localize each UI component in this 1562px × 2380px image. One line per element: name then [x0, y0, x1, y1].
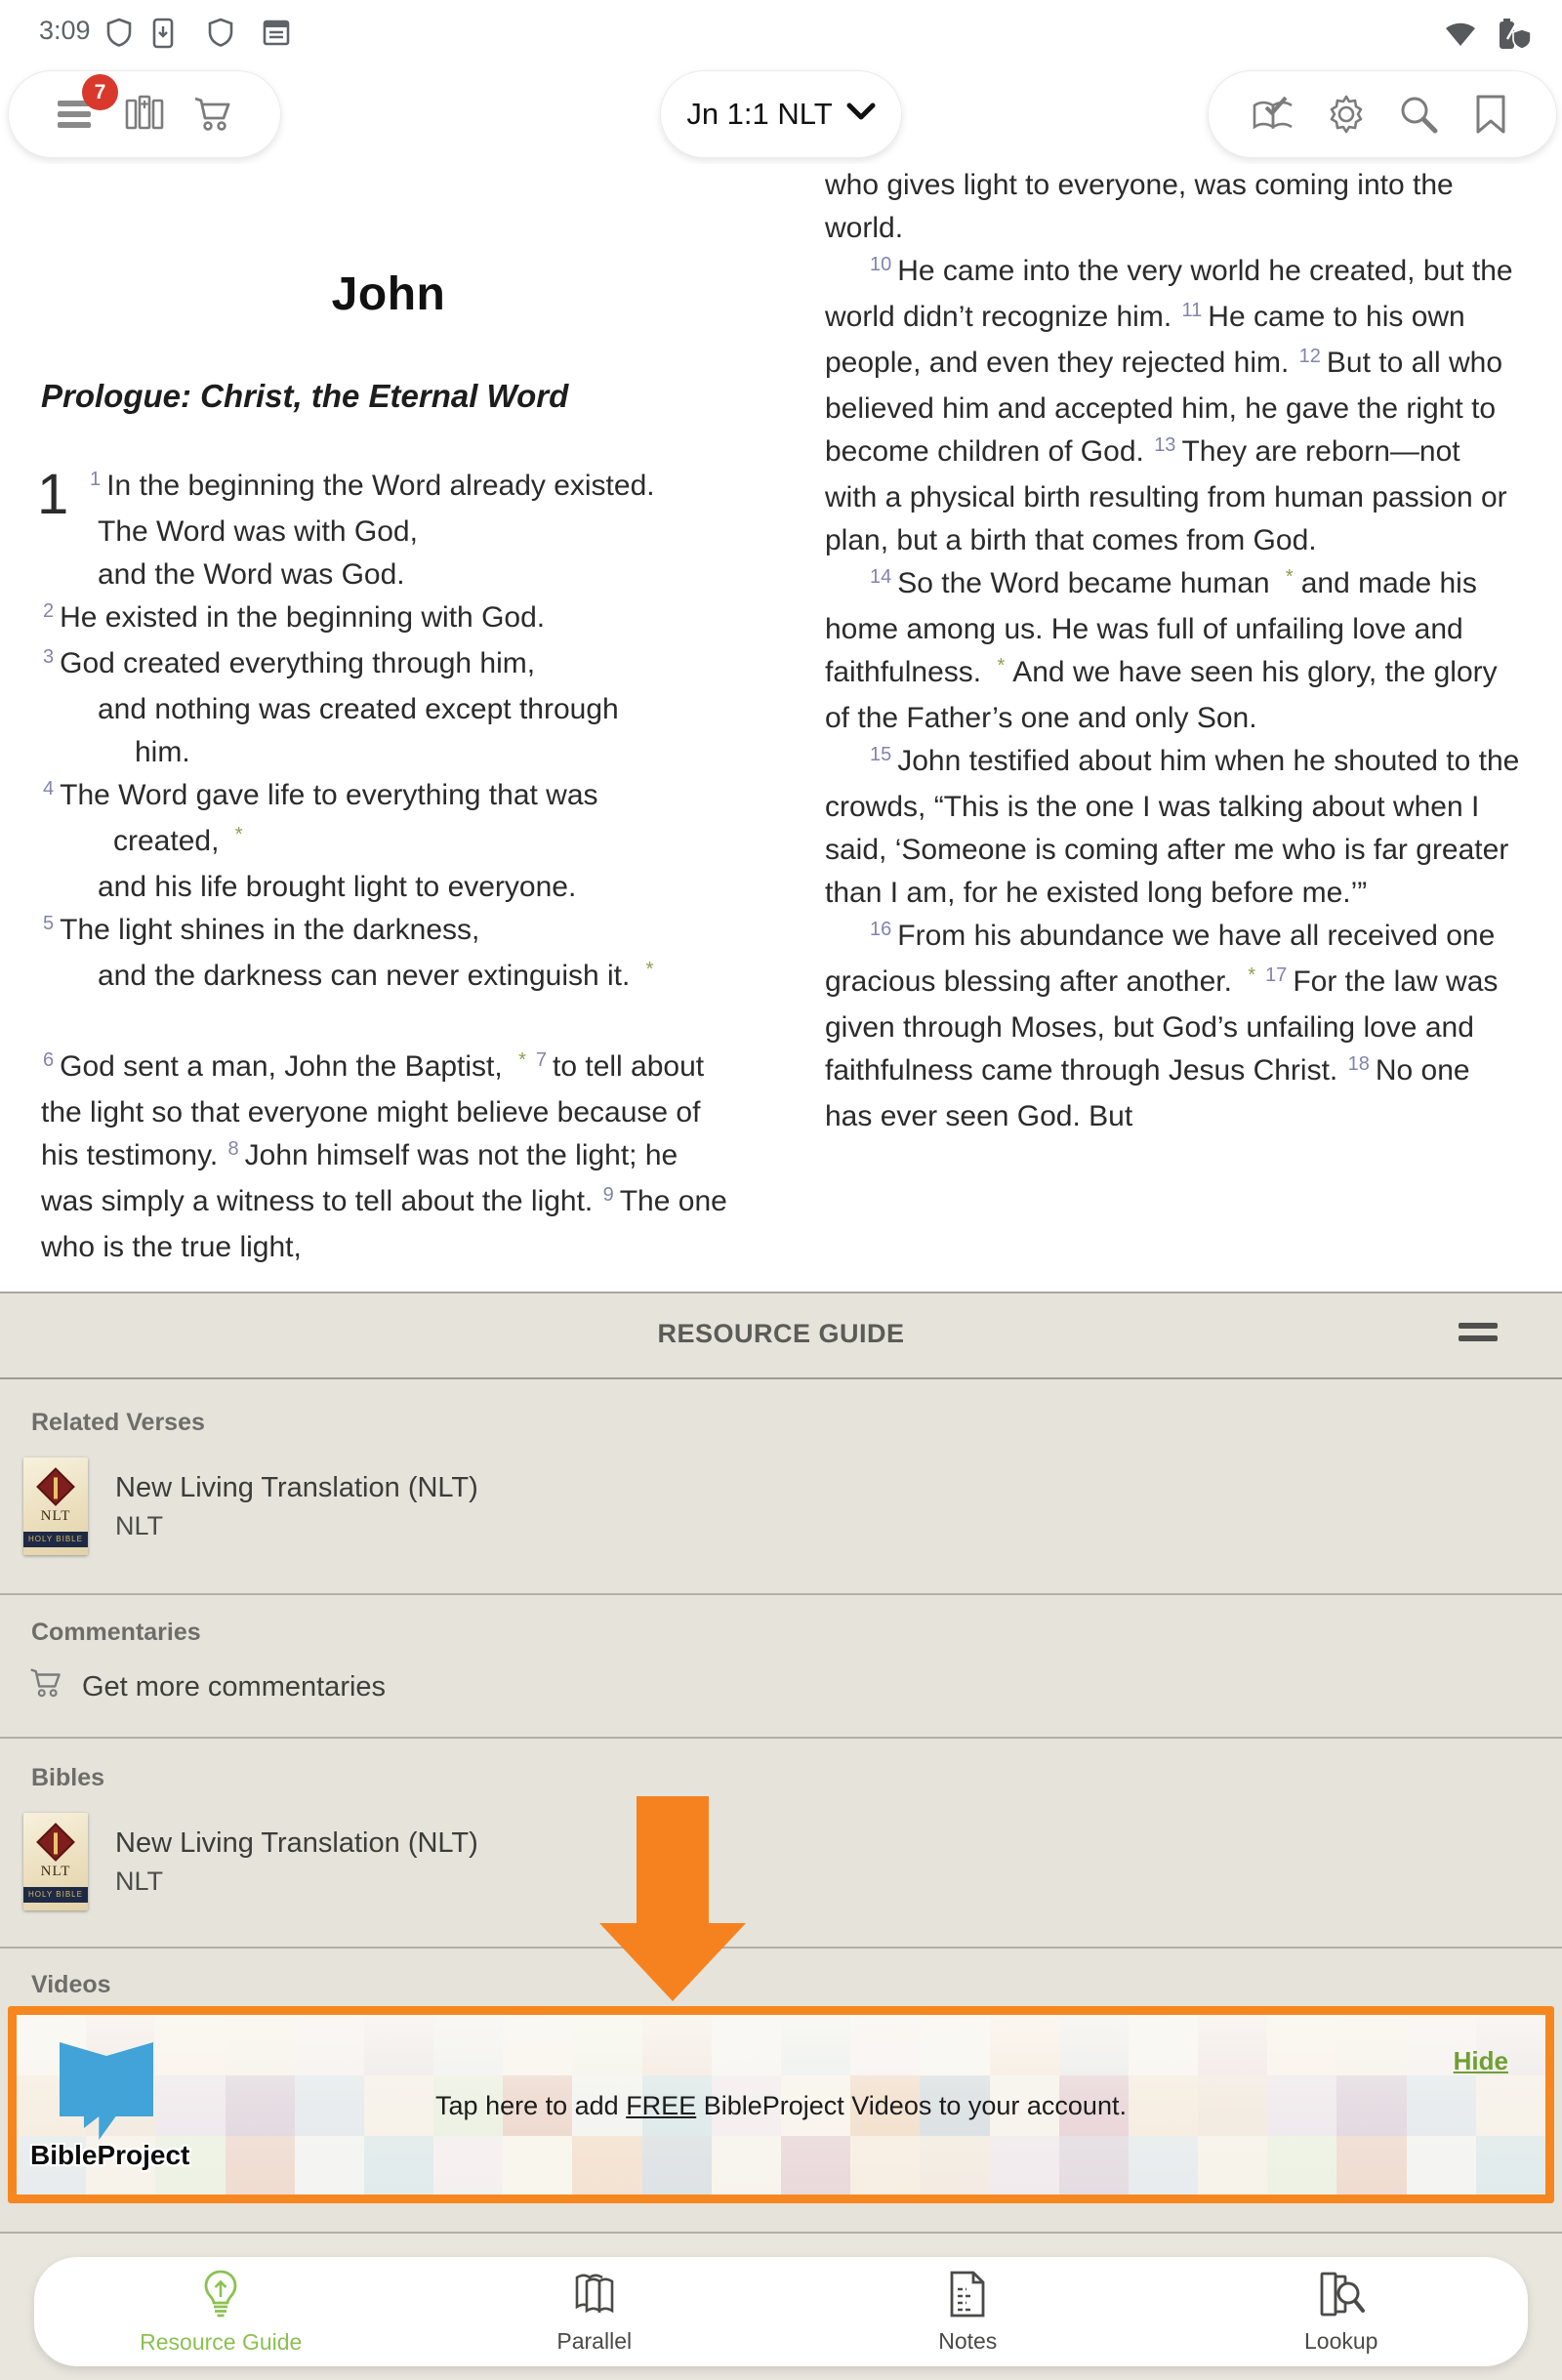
verse-number: 1	[90, 469, 102, 490]
resource-guide-title: RESOURCE GUIDE	[657, 1319, 905, 1348]
phone-download-icon	[152, 18, 174, 49]
wifi-icon	[1443, 20, 1478, 49]
verse-number: 12	[1298, 346, 1321, 367]
footnote-star: *	[997, 655, 1006, 677]
bibleproject-wordmark: BibleProject	[30, 2140, 190, 2170]
verse-reference-dropdown[interactable]	[660, 70, 902, 158]
tutorial-arrow	[637, 1796, 709, 1923]
poetry-line: $^5$ The light shines in the darkness,	[43, 913, 480, 946]
nlt-cover-thumbnail: NLT HOLY BIBLE	[23, 1813, 88, 1910]
poetry-line: and the darkness can never extinguish it. *	[98, 959, 654, 992]
resource-guide-header	[0, 1293, 1562, 1379]
store-cart-button[interactable]	[186, 88, 239, 141]
nav-notes[interactable]: Notes	[781, 2257, 1155, 2366]
nav-parallel[interactable]: Parallel	[408, 2257, 782, 2366]
section-divider	[0, 1593, 1562, 1595]
verse-number: 3	[43, 646, 55, 668]
bible-column-left	[37, 185, 736, 1269]
verse-number: 10	[870, 254, 892, 275]
banner-message: Tap here to add FREE BibleProject Videos to your account.	[435, 2091, 1127, 2120]
resource-guide-panel	[0, 1292, 1562, 2232]
videos-label: Videos	[31, 1971, 111, 1998]
menu-button[interactable]	[50, 80, 106, 141]
verse-paragraph: $^6$ God sent a man, John the Baptist, * $^7$ to tell about the light so that everyone might believe because of his testimony. $^8$ John himself was not the light; he was simply a witness to tell about the light. $^9$ The one who is the true light,	[41, 1049, 727, 1263]
notes-document-icon	[947, 2270, 988, 2318]
verse-number: 13	[1154, 434, 1176, 456]
search-button[interactable]	[1392, 88, 1445, 141]
settings-gear-button[interactable]	[1320, 88, 1373, 141]
clock: 3:09	[39, 16, 91, 45]
verse-number: 18	[1347, 1053, 1370, 1075]
bookmark-button[interactable]	[1464, 88, 1517, 141]
shield-status-icon-2	[207, 18, 234, 47]
get-more-commentaries-link[interactable]: Get more commentaries	[27, 1666, 386, 1707]
reading-plan-button[interactable]	[1248, 88, 1300, 141]
poetry-block	[37, 463, 736, 1001]
nav-lookup[interactable]: Lookup	[1155, 2257, 1529, 2366]
left-toolbar	[8, 70, 281, 158]
nlt-cover-emblem	[36, 1467, 75, 1506]
chapter-number: 1	[37, 463, 69, 526]
right-toolbar	[1208, 70, 1557, 158]
section-divider	[0, 1737, 1562, 1739]
poetry-line: and the Word was God.	[98, 558, 405, 591]
verse-reference: Jn 1:1 NLT	[686, 97, 833, 131]
verse-paragraph: $^{14}$ So the Word became human * and made his home among us. He was full of unfailing love and faithfulness. * And we have seen his glory, the glory of the Father’s one and only Son.	[825, 566, 1498, 734]
verse-paragraph: $^{16}$ From his abundance we have all received one gracious blessing after another. * $^{17}$ For the law was given through Moses, but God’s unfailing love and faithfulness came through Jesus Christ. $^{18}$ No one has ever seen God. But	[825, 919, 1499, 1132]
bottom-nav-area	[0, 2232, 1562, 2380]
verse-number: 9	[602, 1184, 614, 1206]
verse-number: 15	[870, 744, 892, 765]
verse-number: 2	[43, 600, 55, 622]
poetry-line: $^2$ He existed in the beginning with God.	[43, 600, 546, 634]
menu-badge: 7	[82, 74, 118, 110]
calendar-status-icon	[262, 18, 291, 47]
poetry-line: created, *	[113, 824, 243, 857]
poetry-line: $^1$ In the beginning the Word already existed.	[90, 469, 655, 502]
bibleproject-banner[interactable]	[8, 2006, 1554, 2203]
shield-status-icon	[105, 18, 133, 47]
footnote-star: *	[1248, 964, 1256, 986]
poetry-line: him.	[135, 736, 190, 768]
verse-number: 14	[870, 566, 892, 588]
cart-icon	[27, 1666, 64, 1707]
footnote-star: *	[234, 824, 243, 845]
footnote-star: *	[645, 959, 654, 980]
lookup-book-magnifier-icon	[1316, 2270, 1367, 2318]
related-verses-label: Related Verses	[31, 1409, 205, 1436]
free-emphasis: FREE	[626, 2091, 697, 2120]
tutorial-arrow-head	[599, 1923, 746, 2001]
poetry-line: $^4$ The Word gave life to everything that was	[43, 778, 598, 811]
poetry-line: and his life brought light to everyone.	[98, 871, 577, 903]
verse-number: 16	[870, 919, 892, 940]
verse-number: 11	[1181, 300, 1203, 321]
lightbulb-idea-icon	[198, 2269, 243, 2319]
related-verses-item-title: New Living Translation (NLT)	[115, 1472, 478, 1503]
commentaries-label: Commentaries	[31, 1619, 201, 1646]
nlt-cover-thumbnail: NLT HOLY BIBLE	[23, 1457, 88, 1555]
verse-number: 5	[43, 913, 55, 934]
chevron-down-icon	[846, 102, 876, 128]
bible-column-right	[825, 164, 1520, 1138]
nlt-cover-emblem	[36, 1823, 75, 1862]
panel-drag-handle-icon[interactable]	[1459, 1323, 1498, 1348]
book-title: John	[331, 268, 446, 320]
status-bar	[0, 0, 1562, 61]
verse-paragraph: $^{10}$ He came into the very world he created, but the world didn’t recognize him. $^{11}$ He came to his own people, and even they rejected him. $^{12}$ But to all who believed him and accepted him, he gave the right to become children of God. $^{13}$ They are reborn—not with a physical birth resulting from human passion or plan, but a birth that comes from God.	[825, 254, 1513, 556]
verse-number: 8	[227, 1138, 239, 1160]
bibles-label: Bibles	[31, 1764, 105, 1791]
poetry-line: and nothing was created except through	[98, 693, 619, 725]
poetry-line: The Word was with God,	[98, 515, 418, 548]
verse-number: 6	[43, 1049, 55, 1071]
footnote-star: *	[518, 1049, 526, 1071]
bottom-nav	[34, 2257, 1528, 2366]
related-verses-item[interactable]	[23, 1457, 478, 1555]
poetry-line: $^3$ God created everything through him,	[43, 646, 536, 679]
bibles-item[interactable]	[23, 1813, 478, 1910]
related-verses-item-subtitle: NLT	[115, 1511, 164, 1540]
battery-shield-icon	[1494, 18, 1533, 51]
parallel-books-icon	[569, 2270, 620, 2318]
verse-number: 17	[1265, 964, 1288, 986]
hide-banner-link[interactable]: Hide	[1453, 2046, 1508, 2075]
verse-number: 7	[535, 1049, 547, 1071]
section-divider	[0, 1947, 1562, 1949]
verse-paragraph: who gives light to everyone, was coming into the world.	[825, 169, 1454, 244]
library-button[interactable]	[118, 88, 171, 141]
verse-paragraph: $^{15}$ John testified about him when he shouted to the crowds, “This is the one I was talking about when I said, ‘Someone is coming after me who is far greater than I am, for he existed long before me.’”	[825, 744, 1520, 909]
footnote-star: *	[1285, 566, 1294, 588]
nav-resource-guide[interactable]: Resource Guide	[34, 2257, 408, 2366]
verse-number: 4	[43, 778, 55, 800]
bibles-item-title: New Living Translation (NLT)	[115, 1827, 478, 1859]
bible-reader	[0, 164, 1562, 1292]
bibles-item-subtitle: NLT	[115, 1867, 164, 1896]
section-heading: Prologue: Christ, the Eternal Word	[41, 378, 569, 414]
prose-block	[41, 1046, 736, 1269]
